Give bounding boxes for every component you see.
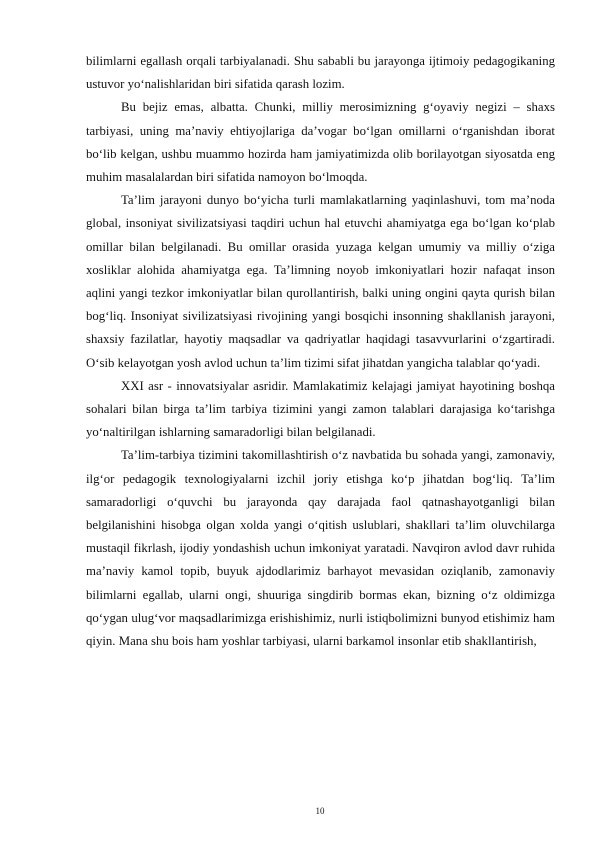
paragraph-continuation: bilimlarni egallash orqali tarbiyalanadi. Shu sababli bu jarayonga ijtimoiy pedagogikaning ustuvor yo‘nalishlaridan biri sifatida qarash lozim. <box>86 54 555 92</box>
paragraph: Bu bejiz emas, albatta. Chunki, milliy merosimizning g‘oyaviy negizi – shaxs tarbiyasi, uning ma’naviy ehtiyojlariga da’vogar bo‘lgan omillarni o‘rganishdan iborat bo‘lib kelgan, ushbu muammo hozirda ham jamiyatimizda olib borilayotgan siyosatda eng muhim masalalardan biri sifatida namoyon bo‘lmoqda. <box>86 100 555 185</box>
document-body <box>86 50 555 653</box>
paragraph: XXI asr - innovatsiyalar asridir. Mamlakatimiz kelajagi jamiyat hayotining boshqa sohalari bilan birga ta’lim tarbiya tizimini yangi zamon talablari darajasiga ko‘tarishga yo‘naltirilgan ishlarning samaradorligi bilan belgilanadi. <box>86 378 555 440</box>
page-number: 10 <box>315 806 325 816</box>
paragraph: Ta’lim jarayoni dunyo bo‘yicha turli mamlakatlarning yaqinlashuvi, tom ma’noda global, insoniyat sivilizatsiyasi taqdiri uchun hal etuvchi ahamiyatga ega bo‘lgan ko‘plab omillar bilan belgilanadi. Bu omillar orasida yuzaga kelgan umumiy va milliy o‘ziga xosliklar alohida ahamiyatga ega. Ta’limning noyob imkoniyatlari hozir nafaqat inson aqlini yangi tezkor imkoniyatlar bilan qurollantirish, balki uning ongini qayta qurish bilan bog‘liq. Insoniyat sivilizatsiyasi rivojining yangi bosqichi insonning shakllanish jarayoni, shaxsiy fazilatlar, hayotiy maqsadlar va qadriyatlar haqidagi tasavvurlarini o‘zgartiradi. O‘sib kelayotgan yosh avlod uchun ta’lim tizimi sifat jihatdan yangicha talablar qo‘yadi. <box>86 193 555 370</box>
paragraph: Ta’lim-tarbiya tizimini takomillashtirish o‘z navbatida bu sohada yangi, zamonaviy, ilg‘or pedagogik texnologiyalarni izchil joriy etishga ko‘p jihatdan bog‘liq. Ta’lim samaradorligi o‘quvchi bu jarayonda qay darajada faol qatnashayotganligi bilan belgilanishini hisobga olgan xolda yangi o‘qitish uslublari, shakllari ta’lim oluvchilarga mustaqil fikrlash, ijodiy yondashish uchun imkoniyat yaratadi. Navqiron avlod davr ruhida ma’naviy kamol topib, buyuk ajdodlarimiz barhayot mevasidan oziqlanib, zamonaviy bilimlarni egallab, ularni ongi, shuuriga singdirib bormas ekan, bizning o‘z oldimizga qo‘ygan ulug‘vor maqsadlarimizga erishishimiz, nurli istiqbolimizni bunyod etishimiz ham qiyin. Mana shu bois ham yoshlar tarbiyasi, ularni barkamol insonlar etib shakllantirish, <box>86 448 555 649</box>
